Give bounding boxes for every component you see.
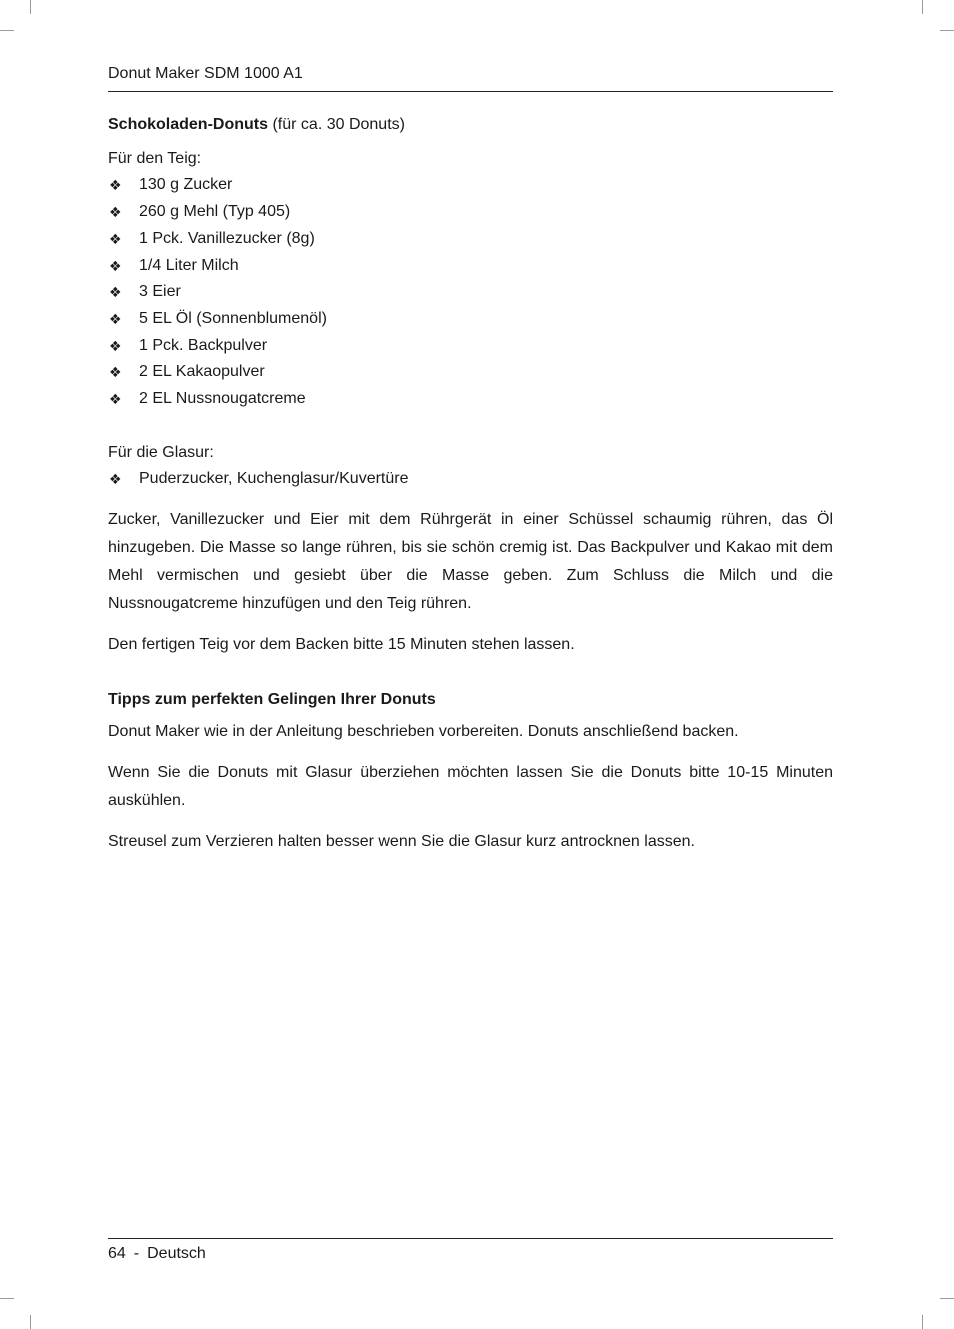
ingredient-text: 1 Pck. Backpulver xyxy=(139,336,268,354)
crop-mark-bottom-left-vertical xyxy=(30,1315,31,1329)
four-diamond-ornament-icon: ❖ xyxy=(109,257,122,274)
ingredient-text: 260 g Mehl (Typ 405) xyxy=(139,203,291,221)
list-item xyxy=(108,279,833,306)
tips-heading: Tipps zum perfekten Gelingen Ihrer Donuts xyxy=(108,691,436,709)
crop-mark-bottom-left-horizontal xyxy=(0,1298,14,1299)
crop-mark-top-right-vertical xyxy=(922,0,923,14)
ingredient-text: 2 EL Nussnougatcreme xyxy=(139,390,306,408)
list-item xyxy=(108,199,833,226)
recipe-title-line xyxy=(108,112,833,139)
ingredient-text: Puderzucker, Kuchenglasur/Kuvertüre xyxy=(139,470,409,488)
ingredient-text: 2 EL Kakaopulver xyxy=(139,363,265,381)
rest-note-paragraph: Den fertigen Teig vor dem Backen bitte 15 Minuten stehen lassen. xyxy=(108,636,575,654)
crop-mark-top-left-vertical xyxy=(30,0,31,14)
header-rule xyxy=(108,91,833,92)
four-diamond-ornament-icon: ❖ xyxy=(109,177,122,194)
glaze-label: Für die Glasur: xyxy=(108,443,214,461)
ingredient-text: 5 EL Öl (Sonnenblumenöl) xyxy=(139,309,327,327)
page-footer xyxy=(108,1244,206,1264)
four-diamond-ornament-icon: ❖ xyxy=(109,284,122,301)
list-item xyxy=(108,306,833,333)
crop-mark-top-right-horizontal xyxy=(940,30,954,31)
ingredient-text: 3 Eier xyxy=(139,283,181,301)
four-diamond-ornament-icon: ❖ xyxy=(109,310,122,327)
footer-rule xyxy=(108,1238,833,1239)
recipe-subtitle: (für ca. 30 Donuts) xyxy=(272,116,405,133)
tips-paragraph: Donut Maker wie in der Anleitung beschrieben vorbereiten. Donuts anschließend backen. xyxy=(108,723,739,741)
recipe-title: Schokoladen-Donuts xyxy=(108,116,269,133)
dough-label: Für den Teig: xyxy=(108,149,202,167)
dough-ingredient-list xyxy=(108,172,833,412)
ingredient-text: 1/4 Liter Milch xyxy=(139,256,239,274)
list-item xyxy=(108,386,833,413)
four-diamond-ornament-icon: ❖ xyxy=(109,230,122,247)
four-diamond-ornament-icon: ❖ xyxy=(109,337,122,354)
list-item xyxy=(108,253,833,280)
footer-language: Deutsch xyxy=(147,1245,206,1262)
instructions-paragraph: Zucker, Vanillezucker und Eier mit dem Rührgerät in einer Schüssel schaumig rühren, das Öl hinzugeben. Die Masse so lange rühren, bis sie schön cremig ist. Das Backpulver und Kakao mit dem Mehl vermischen und gesiebt über die Masse geben. Zum Schluss die Milch und die Nussnougatcreme hinzufügen und den Teig rühren. xyxy=(108,511,833,613)
page-number: 64 xyxy=(108,1245,126,1262)
four-diamond-ornament-icon: ❖ xyxy=(109,364,122,381)
list-item xyxy=(108,466,833,493)
four-diamond-ornament-icon: ❖ xyxy=(109,471,122,488)
list-item xyxy=(108,359,833,386)
ingredient-text: 1 Pck. Vanillezucker (8g) xyxy=(139,229,315,247)
tips-paragraph: Streusel zum Verzieren halten besser wenn Sie die Glasur kurz antrocknen lassen. xyxy=(108,833,695,851)
four-diamond-ornament-icon: ❖ xyxy=(109,204,122,221)
page-header-title: Donut Maker SDM 1000 A1 xyxy=(108,65,303,82)
crop-mark-bottom-right-horizontal xyxy=(940,1298,954,1299)
glaze-ingredient-list xyxy=(108,466,833,493)
list-item xyxy=(108,333,833,360)
list-item xyxy=(108,172,833,199)
page-content xyxy=(108,112,833,856)
tips-paragraph: Wenn Sie die Donuts mit Glasur überziehen möchten lassen Sie die Donuts bitte 10-15 Minuten auskühlen. xyxy=(108,764,833,810)
spacer xyxy=(108,413,833,440)
list-item xyxy=(108,226,833,253)
ingredient-text: 130 g Zucker xyxy=(139,176,233,194)
four-diamond-ornament-icon: ❖ xyxy=(109,391,122,408)
crop-mark-top-left-horizontal xyxy=(0,30,14,31)
crop-mark-bottom-right-vertical xyxy=(922,1315,923,1329)
footer-separator: - xyxy=(133,1245,140,1262)
